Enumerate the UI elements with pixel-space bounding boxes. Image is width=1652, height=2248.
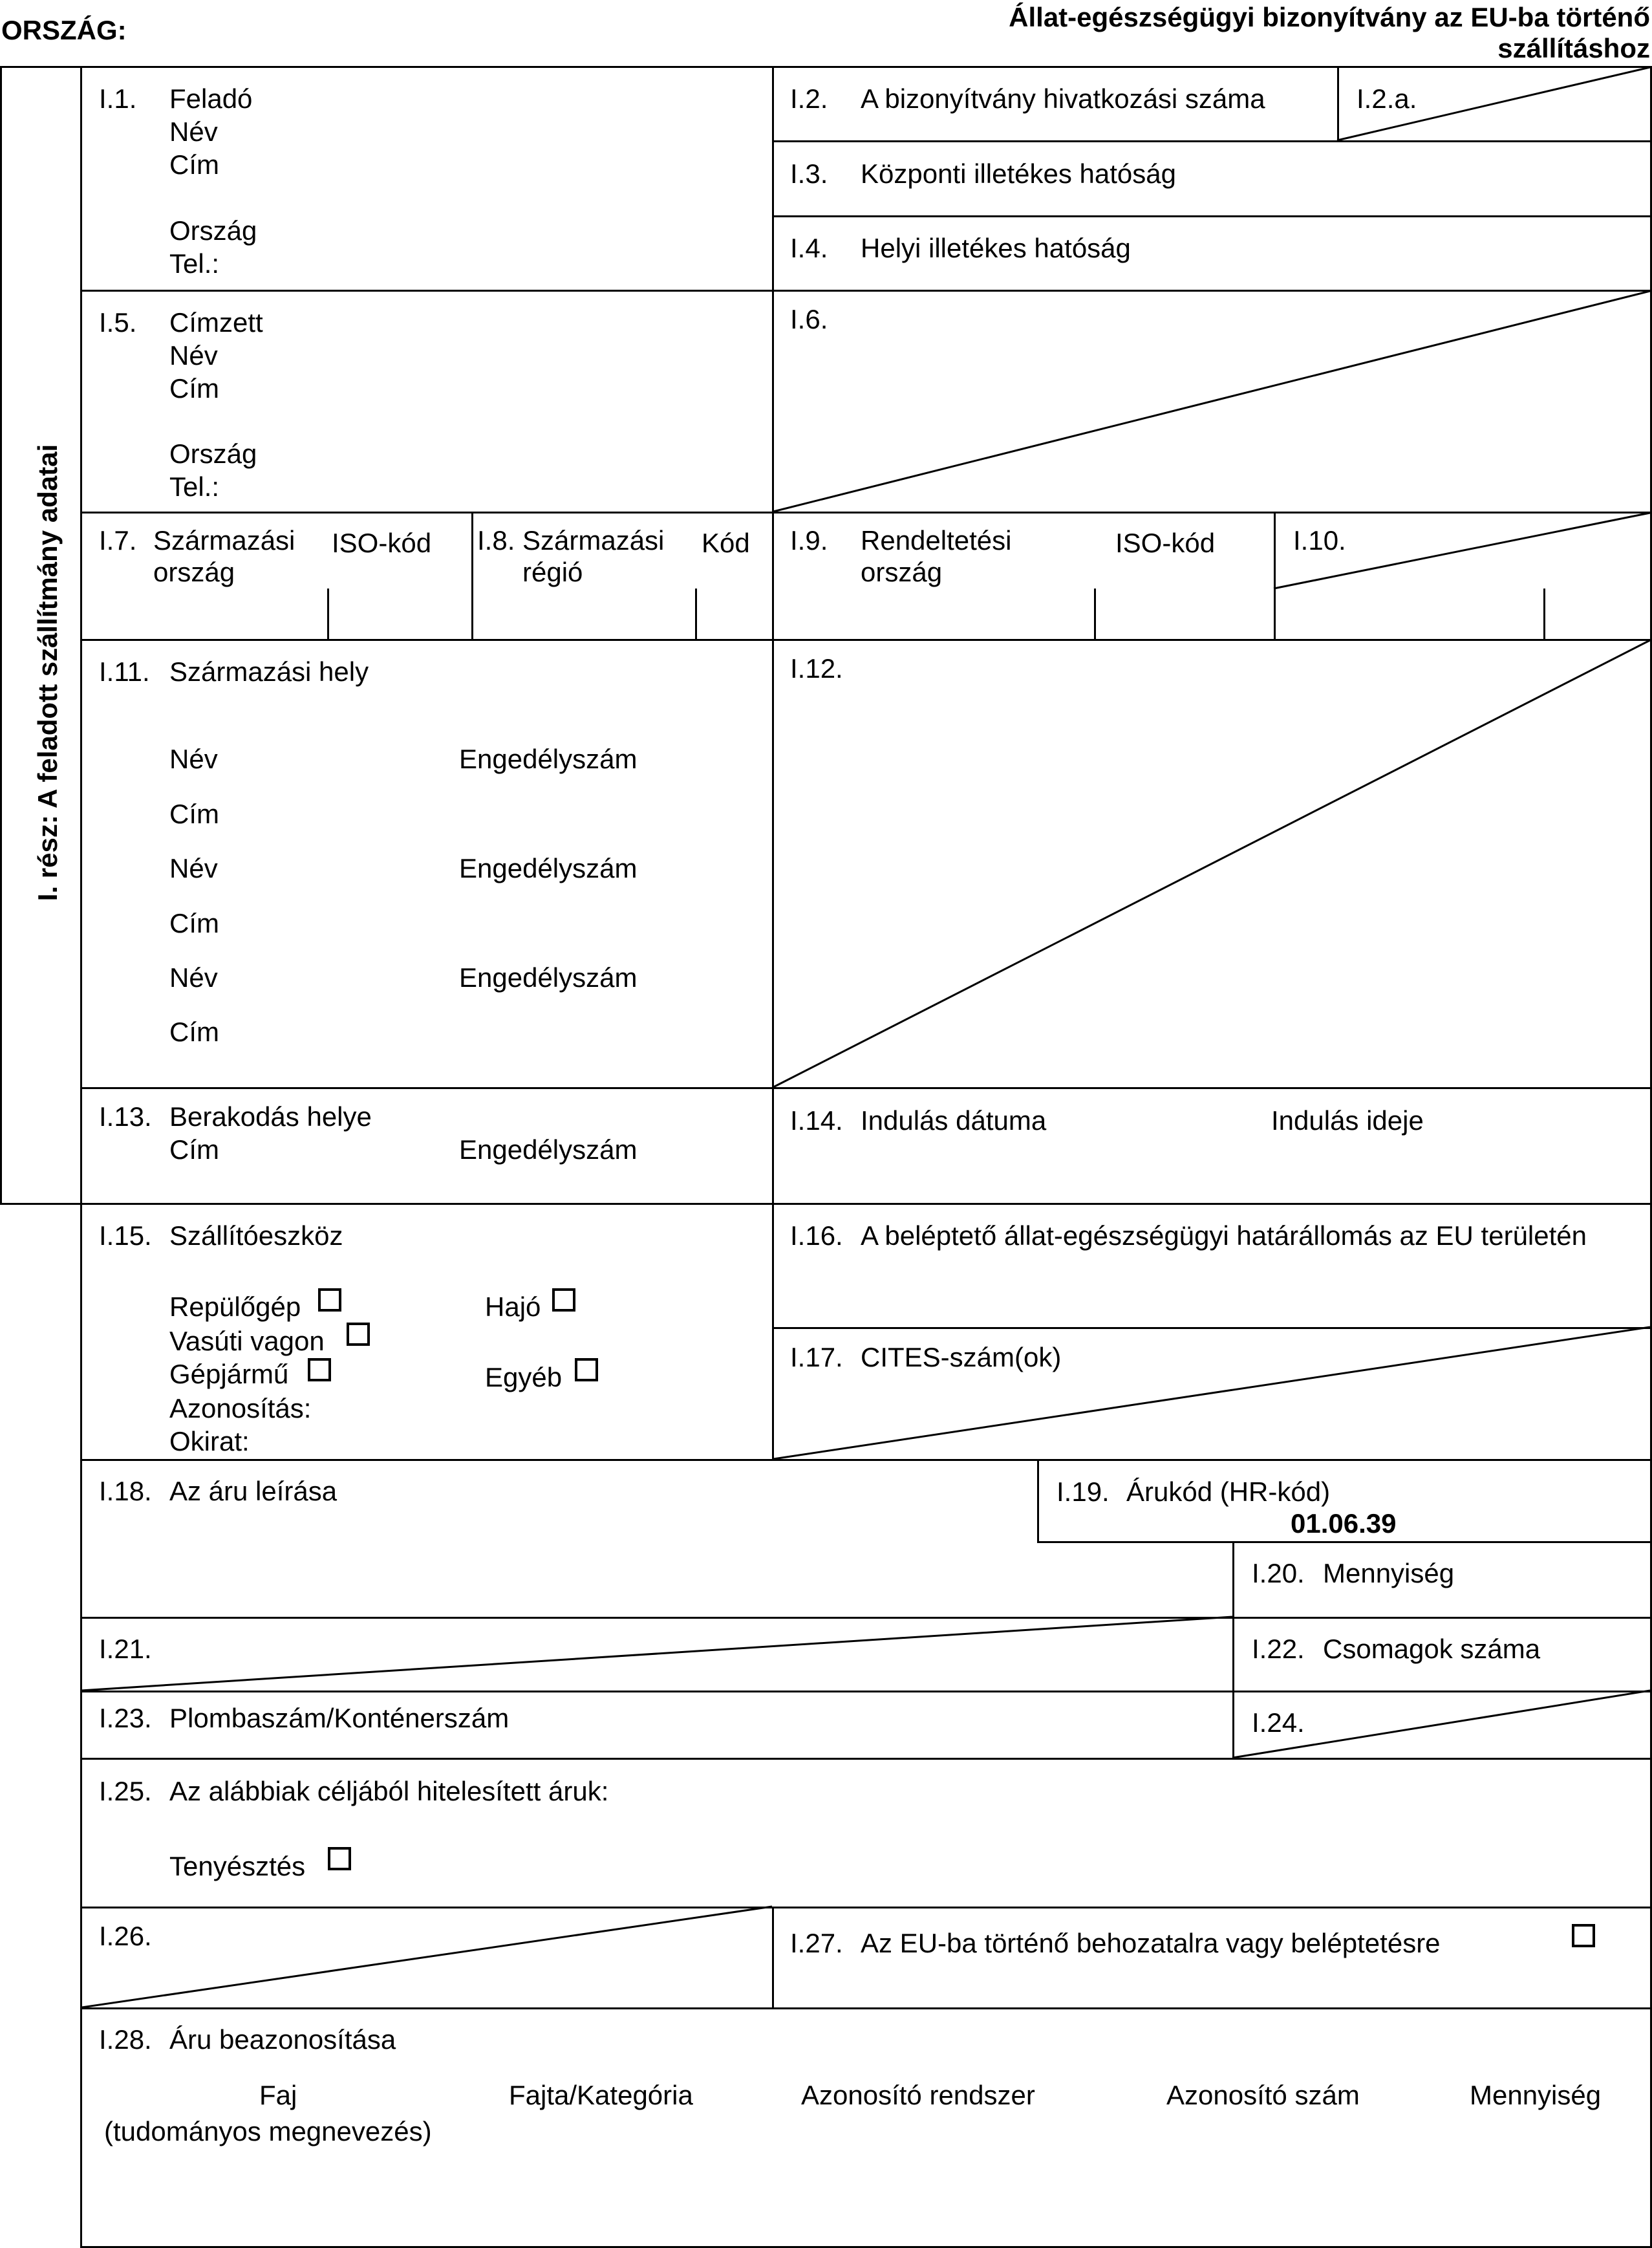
- i1-tel-label: Tel.:: [169, 248, 220, 279]
- i2-number: I.2.: [790, 83, 828, 114]
- i16-title: A beléptető állat-egészségügyi határállomás az EU területén: [861, 1220, 1587, 1251]
- i7-number: I.7.: [99, 525, 137, 556]
- i27-title: Az EU-ba történő behozatalra vagy beléptetésre: [861, 1928, 1441, 1958]
- i13-address-label: Cím: [169, 1134, 219, 1165]
- i11-name-label-1: Név: [169, 744, 218, 774]
- i9-title-line1: Rendeltetési: [861, 525, 1012, 556]
- i3-title: Központi illetékes hatóság: [861, 158, 1176, 189]
- i21-strike-line: [81, 1617, 1232, 1691]
- i15-other-label: Egyéb: [485, 1362, 563, 1392]
- i15-ship-label: Hajó: [485, 1292, 541, 1322]
- i11-address-label-2: Cím: [169, 908, 219, 938]
- i23-title: Plombaszám/Konténerszám: [169, 1703, 510, 1733]
- i28-col-species-sub: (tudományos megnevezés): [104, 2116, 432, 2146]
- i25-number: I.25.: [99, 1776, 152, 1806]
- i9-code-label: ISO-kód: [1115, 528, 1216, 558]
- i6-strike-line: [773, 291, 1650, 512]
- i2-title: A bizonyítvány hivatkozási száma: [861, 83, 1265, 114]
- i25-title: Az alábbiak céljából hitelesített áruk:: [169, 1776, 609, 1806]
- i21-number: I.21.: [99, 1634, 152, 1664]
- i16-number: I.16.: [790, 1220, 843, 1251]
- i28-number: I.28.: [99, 2024, 152, 2055]
- i13-title: Berakodás helye: [169, 1101, 372, 1132]
- i5-number: I.5.: [99, 307, 137, 338]
- i15-other-checkbox[interactable]: [575, 1358, 598, 1381]
- i5-title: Címzett: [169, 307, 263, 338]
- i8-title-line1: Származási: [522, 525, 665, 556]
- i4-number: I.4.: [790, 233, 828, 263]
- i26-strike-line: [81, 1907, 772, 2007]
- i28-col-number: Azonosító szám: [1166, 2080, 1360, 2110]
- i5-name-label: Név: [169, 340, 218, 371]
- i19-title: Árukód (HR-kód): [1126, 1476, 1331, 1507]
- i15-rail-label: Vasúti vagon: [169, 1326, 325, 1356]
- i25-breeding-checkbox[interactable]: [328, 1847, 351, 1870]
- i13-approval-label: Engedélyszám: [459, 1134, 638, 1165]
- i7-code-label: ISO-kód: [332, 528, 432, 558]
- i22-title: Csomagok száma: [1323, 1634, 1541, 1664]
- i15-airplane-checkbox[interactable]: [318, 1288, 341, 1312]
- i15-road-label: Gépjármű: [169, 1359, 289, 1389]
- i15-document-label: Okirat:: [169, 1426, 250, 1456]
- i22-number: I.22.: [1252, 1634, 1305, 1664]
- i8-code-label: Kód: [702, 528, 750, 558]
- i18-number: I.18.: [99, 1476, 152, 1506]
- i5-tel-label: Tel.:: [169, 471, 220, 502]
- i7-title-line1: Származási: [153, 525, 295, 556]
- i20-number: I.20.: [1252, 1558, 1305, 1588]
- i10-number: I.10.: [1293, 525, 1346, 556]
- i8-number: I.8.: [477, 525, 515, 556]
- i15-road-checkbox[interactable]: [308, 1358, 331, 1381]
- i2a-number: I.2.a.: [1357, 83, 1417, 114]
- i11-number: I.11.: [99, 656, 150, 687]
- i14-number: I.14.: [790, 1105, 843, 1136]
- i9-number: I.9.: [790, 525, 828, 556]
- i15-rail-checkbox[interactable]: [347, 1323, 370, 1346]
- i15-airplane-label: Repülőgép: [169, 1292, 301, 1322]
- i11-title: Származási hely: [169, 656, 369, 687]
- i17-number: I.17.: [790, 1342, 843, 1372]
- i1-country-label: Ország: [169, 215, 257, 246]
- i13-number: I.13.: [99, 1101, 152, 1132]
- i19-number: I.19.: [1057, 1476, 1110, 1507]
- i5-address-label: Cím: [169, 373, 219, 404]
- i28-col-breed: Fajta/Kategória: [509, 2080, 693, 2110]
- i11-name-label-2: Név: [169, 853, 218, 883]
- i11-approval-label-3: Engedélyszám: [459, 962, 638, 993]
- i1-address-label: Cím: [169, 149, 219, 180]
- i27-number: I.27.: [790, 1928, 843, 1958]
- i11-name-label-3: Név: [169, 962, 218, 993]
- i12-strike-line: [773, 640, 1650, 1087]
- i17-title: CITES-szám(ok): [861, 1342, 1062, 1372]
- i19-hs-code-value: 01.06.39: [1291, 1508, 1397, 1539]
- certificate-title-line1: Állat-egészségügyi bizonyítvány az EU-ba történő: [1009, 2, 1650, 32]
- i3-number: I.3.: [790, 158, 828, 189]
- i23-number: I.23.: [99, 1703, 152, 1733]
- i11-approval-label-1: Engedélyszám: [459, 744, 638, 774]
- i15-identification-label: Azonosítás:: [169, 1393, 312, 1423]
- i1-title: Feladó: [169, 83, 253, 114]
- i11-address-label-3: Cím: [169, 1017, 219, 1047]
- i14-date-label: Indulás dátuma: [861, 1105, 1047, 1136]
- i28-title: Áru beazonosítása: [169, 2024, 396, 2055]
- country-label: ORSZÁG:: [1, 15, 127, 45]
- i28-col-system: Azonosító rendszer: [801, 2080, 1035, 2110]
- i27-import-checkbox[interactable]: [1572, 1924, 1595, 1947]
- i15-ship-checkbox[interactable]: [552, 1288, 575, 1312]
- i18-title: Az áru leírása: [169, 1476, 338, 1506]
- i9-title-line2: ország: [861, 557, 943, 587]
- i11-address-label-1: Cím: [169, 799, 219, 829]
- i26-number: I.26.: [99, 1921, 152, 1951]
- i14-time-label: Indulás ideje: [1271, 1105, 1424, 1136]
- i28-col-quantity: Mennyiség: [1470, 2080, 1602, 2110]
- i12-number: I.12.: [790, 653, 843, 684]
- i1-name-label: Név: [169, 116, 218, 147]
- i4-title: Helyi illetékes hatóság: [861, 233, 1131, 263]
- i7-title-line2: ország: [153, 557, 235, 587]
- i5-country-label: Ország: [169, 438, 257, 469]
- i8-title-line2: régió: [522, 557, 583, 587]
- i6-number: I.6.: [790, 304, 828, 334]
- i15-number: I.15.: [99, 1220, 152, 1251]
- part-one-side-label: I. rész: A feladott szállítmány adatai: [32, 444, 63, 902]
- i24-number: I.24.: [1252, 1707, 1305, 1738]
- i1-number: I.1.: [99, 83, 137, 114]
- i25-breeding-label: Tenyésztés: [169, 1851, 306, 1881]
- i11-approval-label-2: Engedélyszám: [459, 853, 638, 883]
- certificate-title-line2: szállításhoz: [1497, 33, 1650, 63]
- i15-title: Szállítóeszköz: [169, 1220, 343, 1251]
- i28-col-species: Faj: [259, 2080, 297, 2110]
- i20-title: Mennyiség: [1323, 1558, 1455, 1588]
